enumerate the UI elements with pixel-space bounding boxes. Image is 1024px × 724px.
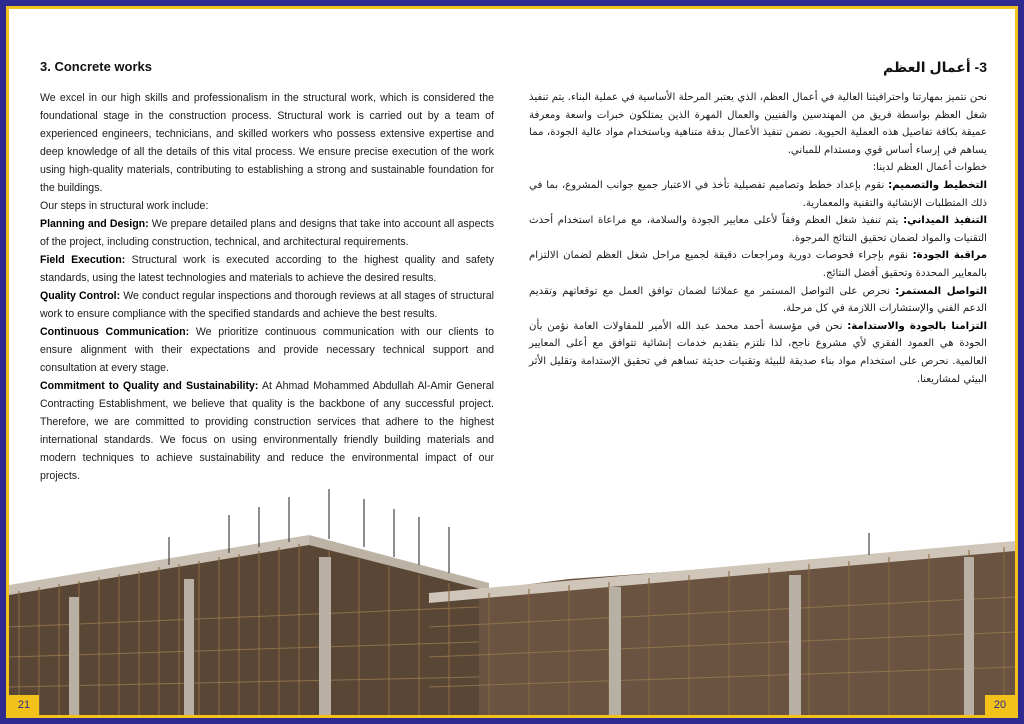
intro-paragraph: We excel in our high skills and professionalism in the structural work, which is considered the foundational stage in the construction process. Structural work is carried out by a team of experienced engineers, technicians, and skilled workers who possess extensive expertise and deep knowledge of all the details of this vital process. We ensure precise execution of the work using high-quality materials, contributing to establishing a strong and sustainable foundation for the buildings. xyxy=(40,92,494,194)
step-commitment xyxy=(40,377,494,485)
brochure-spread xyxy=(6,6,1018,718)
step-text: نحرص على التواصل المستمر مع عملائنا لضمان توافق العمل مع توقعاتهم وتقديم الدعم الفني والإستشارات اللازمة في كل مرحلة. xyxy=(529,285,987,315)
steps-intro-ar: خطوات أعمال العظم لدينا: xyxy=(872,162,987,174)
heading-concrete-works-ar: 3- أعمال العظم xyxy=(883,59,987,75)
step-title: Quality Control: xyxy=(40,290,121,302)
step-communication-ar xyxy=(529,283,987,318)
step-field-execution xyxy=(40,251,494,287)
step-text: We prepare detailed plans and designs that take into account all aspects of the project, including construction, technical, and architectural requirements. xyxy=(40,218,494,248)
step-commitment-ar xyxy=(529,318,987,388)
step-quality-control xyxy=(40,287,494,323)
step-quality-control-ar xyxy=(529,247,987,282)
step-title: التزامنا بالجودة والاستدامة: xyxy=(847,320,987,332)
page-number-right: 20 xyxy=(985,695,1015,715)
step-text: We conduct regular inspections and thorough reviews at all stages of structural work to ensure compliance with the specified standards and achieve the best results. xyxy=(40,290,494,320)
step-text: يتم تنفيذ شغل العظم وفقاً لأعلى معايير الجودة والسلامة، مع مراعاة استخدام أحدث التقنيات والمواد لضمان تحقيق النتائج المرجوة. xyxy=(529,215,987,244)
english-column xyxy=(40,89,494,485)
step-title: Field Execution: xyxy=(40,254,126,266)
arabic-column xyxy=(529,89,987,388)
construction-site-photo xyxy=(9,487,1015,715)
intro-paragraph-ar: نحن نتميز بمهارتنا واحترافيتنا العالية في أعمال العظم، الذي يعتبر المرحلة الأساسية في عملية البناء. يتم تنفيذ شغل العظم بواسطة فريق من المهندسين والفنيين والعمال المهرة الذين يمتلكون خبرات واسعة ومعرفة عميقة بكافة تفاصيل هذه العملية الحيوية. نضمن تنفيذ الأعمال بدقة متناهية وباستخدام مواد عالية الجودة، مما يساهم في إرساء أساس قوي ومستدام للمباني. xyxy=(529,92,987,156)
step-text: نقوم بإعداد خطط وتصاميم تفصيلية تأخذ في الاعتبار جميع جوانب المشروع، بما في ذلك المتطلبات الإنشائية والتقنية والمعمارية. xyxy=(529,179,987,209)
step-title: Continuous Communication: xyxy=(40,326,190,338)
step-field-execution-ar xyxy=(529,212,987,247)
step-planning-ar xyxy=(529,177,987,212)
step-text: We prioritize continuous communication with our clients to ensure alignment with their expectations and provide necessary technical support and consultation at every stage. xyxy=(40,326,494,374)
step-title: Commitment to Quality and Sustainability: xyxy=(40,380,259,392)
step-title: التنفيذ الميداني: xyxy=(903,215,987,227)
steps-intro: Our steps in structural work include: xyxy=(40,200,209,212)
step-communication xyxy=(40,323,494,377)
page-number-left: 21 xyxy=(9,695,39,715)
step-text: نحن في مؤسسة أحمد محمد عبد الله الأمير للمقاولات العامة نؤمن بأن الجودة هي العمود الفقري لأي مشروع ناجح، لذا نلتزم بتقديم خدمات إنشائية تتوافق مع أعلى المعايير العالمية. نحرص على استخدام مواد بناء صديقة للبيئة وتقنيات حديثة تساهم في تحقيق الإستدامة وتقليل الأثر البيئي لمشاريعنا. xyxy=(529,320,987,385)
step-text: At Ahmad Mohammed Abdullah Al-Amir General Contracting Establishment, we believe that quality is the backbone of any successful project. Therefore, we are committed to providing construction services that adhere to the highest international standards. We focus on using environmentally friendly building materials and modern techniques to achieve sustainability and reduce the environmental impact of our projects. xyxy=(40,380,494,482)
step-title: Planning and Design: xyxy=(40,218,149,230)
step-title: التواصل المستمر: xyxy=(895,285,987,297)
heading-concrete-works: 3. Concrete works xyxy=(40,59,152,74)
step-title: التخطيط والتصميم: xyxy=(888,179,987,191)
step-title: مراقبة الجودة: xyxy=(912,250,987,262)
step-text: Structural work is executed according to the highest quality and safety standards, using the latest technologies and materials to achieve the desired results. xyxy=(40,254,494,284)
step-text: نقوم بإجراء فحوصات دورية ومراجعات دقيقة لجميع مراحل شغل العظم لضمان الالتزام بالمعايير المحددة وتحقيق أفضل النتائج. xyxy=(529,250,987,279)
step-planning xyxy=(40,215,494,251)
